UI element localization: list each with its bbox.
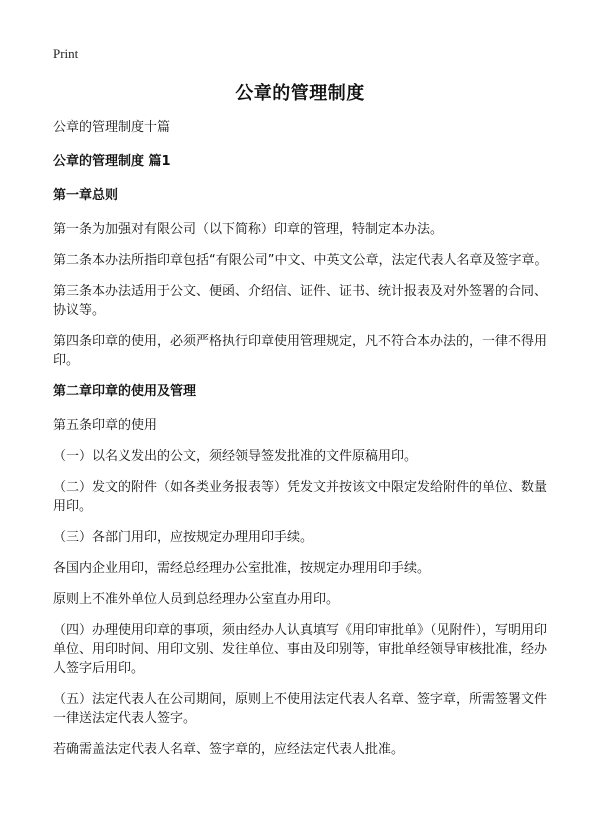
document-body bbox=[53, 118, 553, 771]
article-5: 第五条印章的使用 bbox=[53, 418, 158, 433]
item-5: （五）法定代表人在公司期间，原则上不使用法定代表人名章、签字章，所需签署文件一律送法定代表人签字。 bbox=[53, 692, 548, 726]
chapter-heading-1: 第一章总则 bbox=[53, 188, 119, 203]
item-1: （一）以名义发出的公文，须经领导签发批准的文件原稿用印。 bbox=[53, 449, 418, 464]
paragraph-2: 原则上不准外单位人员到总经理办公室直办用印。 bbox=[53, 592, 340, 607]
section-heading: 公章的管理制度 篇1 bbox=[53, 154, 171, 169]
print-label: Print bbox=[53, 46, 79, 61]
item-3: （三）各部门用印，应按规定办理用印手续。 bbox=[53, 530, 314, 545]
article-3: 第三条本办法适用于公文、便函、介绍信、证件、证书、统计报表及对外签署的合同、协议等。 bbox=[53, 284, 548, 318]
paragraph-3: 若确需盖法定代表人名章、签字章的，应经法定代表人批准。 bbox=[53, 742, 405, 757]
document-title: 公章的管理制度 bbox=[235, 83, 365, 104]
paragraph-1: 各国内企业用印，需经总经理办公室批准，按规定办理用印手续。 bbox=[53, 561, 431, 576]
item-4: （四）办理使用印章的事项，须由经办人认真填写《用印审批单》（见附件），写明用印单位、用印时间、用印文别、发往单位、事由及印别等，审批单经领导审核批准，经办人签字后用印。 bbox=[53, 623, 548, 676]
item-2: （二）发文的附件（如各类业务报表等）凭发文并按该文中限定发给附件的单位、数量用印。 bbox=[53, 480, 548, 514]
article-4: 第四条印章的使用，必须严格执行印章使用管理规定，凡不符合本办法的，一律不得用印。 bbox=[53, 334, 548, 368]
article-1: 第一条为加强对有限公司（以下简称）印章的管理，特制定本办法。 bbox=[53, 222, 444, 237]
chapter-heading-2: 第二章印章的使用及管理 bbox=[53, 384, 197, 399]
document-subtitle: 公章的管理制度十篇 bbox=[53, 120, 171, 135]
article-2: 第二条本办法所指印章包括“有限公司”中文、中英文公章，法定代表人名章及签字章。 bbox=[53, 253, 548, 268]
